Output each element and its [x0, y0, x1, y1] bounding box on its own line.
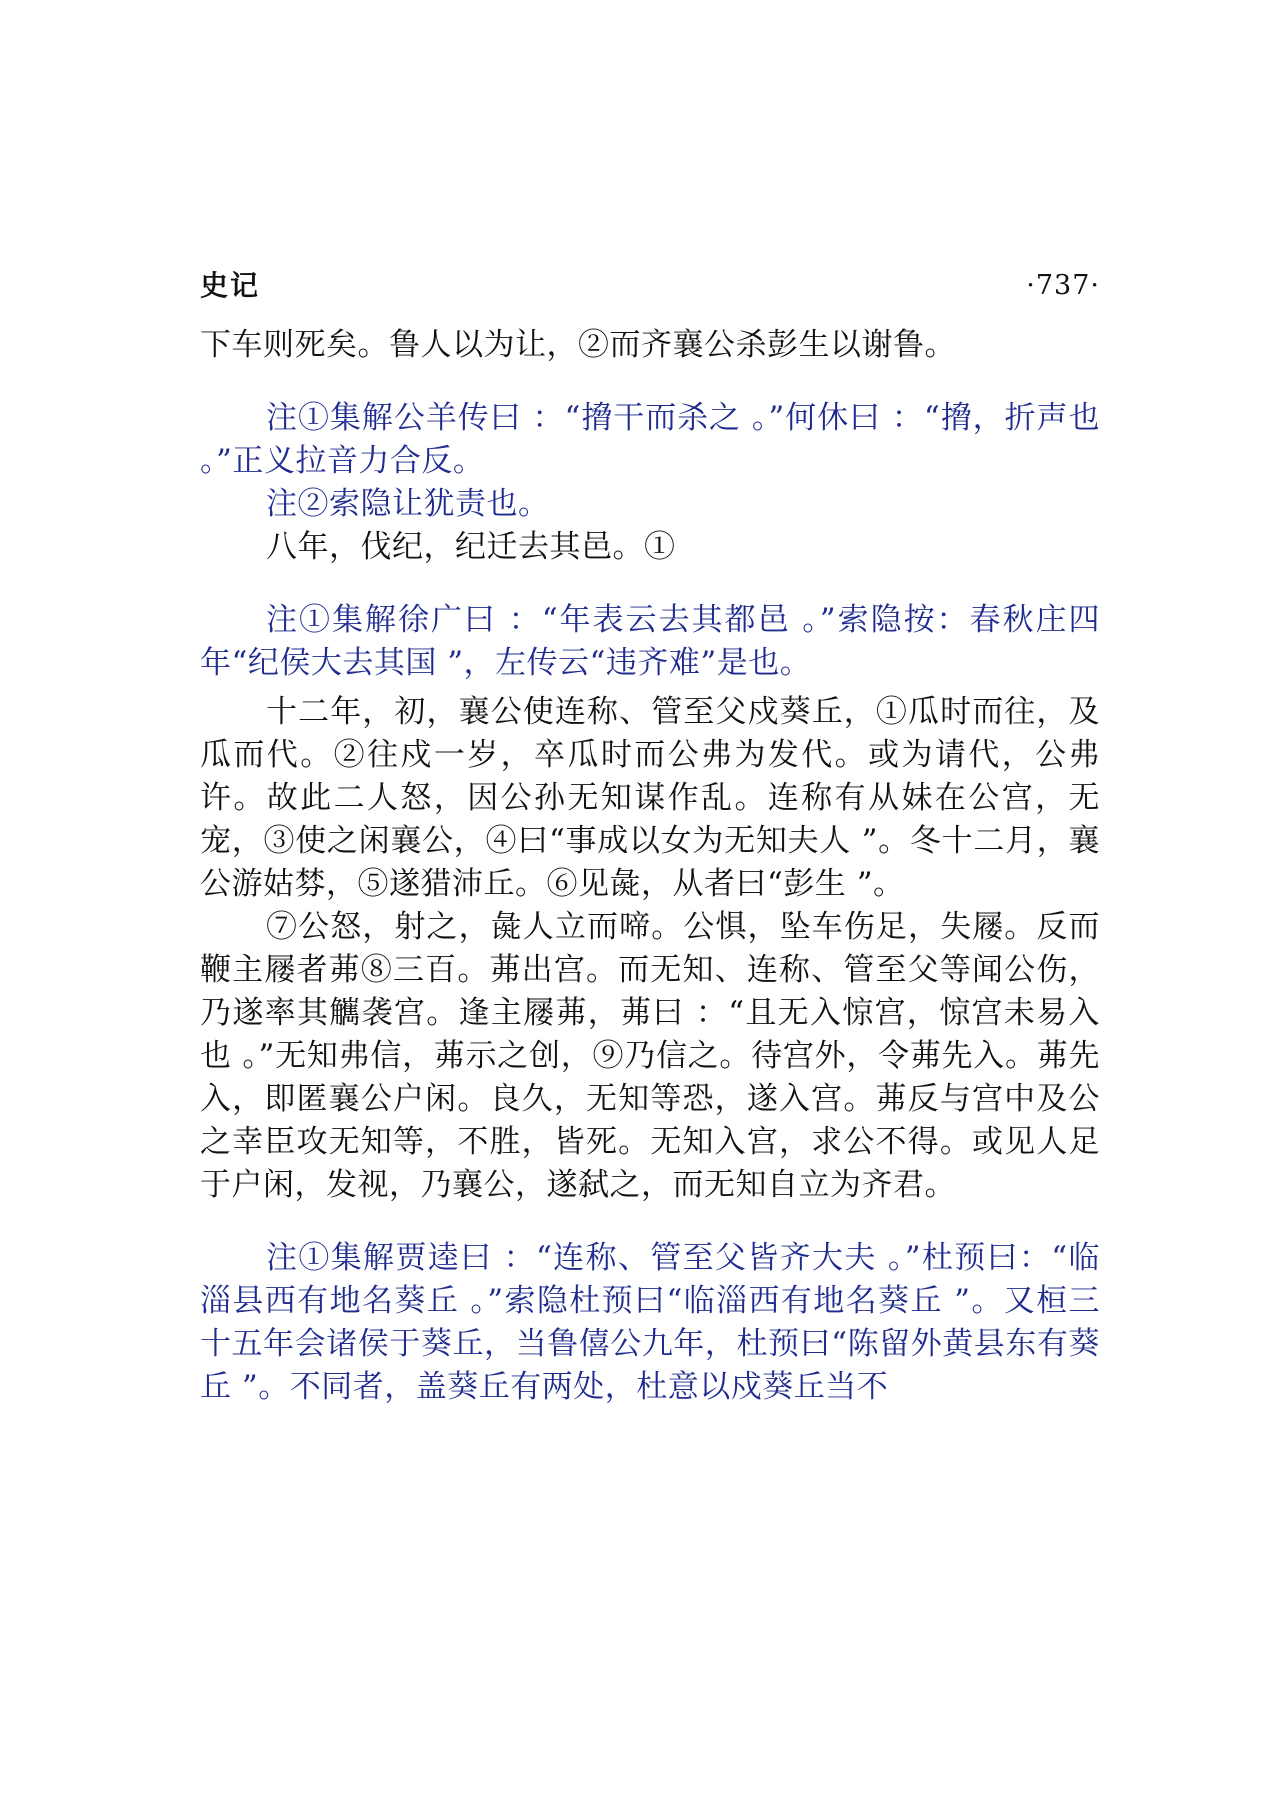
- main-text-paragraph: ⑦公怒，射之，彘人立而啼。公惧，坠车伤足，失屦。反而鞭主屦者茀⑧三百。茀出宫。而无知、连称、管至父等闻公伤，乃遂率其觽袭宫。逢主屦茀，茀曰 ：“且无入惊宫，惊宫未易入也 。”无知弗信，茀示之创，⑨乃信之。待宫外，令茀先入。茀先入，即匿襄公户闲。良久，无知等恐，遂入宫。茀反与宫中及公之幸臣攻无知等，不胜，皆死。无知入宫，求公不得。或见人足于户闲，发视，乃襄公，遂弑之，而无知自立为齐君。: [200, 909, 1100, 1203]
- main-text-paragraph: 下车则死矣。鲁人以为让，②而齐襄公杀彭生以谢鲁。: [200, 327, 956, 363]
- annotation-note: 注①集解徐广曰 ：“年表云去其都邑 。”索隐按：春秋庄四年“纪侯大去其国 ”，左传云“违齐难”是也。: [200, 602, 1100, 681]
- annotation-note: 注①集解贾逵曰 ：“连称、管至父皆齐大夫 。”杜预曰：“临淄县西有地名葵丘 。”索隐杜预曰“临淄西有地名葵丘 ”。又桓三十五年会诸侯于葵丘，当鲁僖公九年，杜预曰“陈留外黄县东有葵丘 ”。不同者，盖葵丘有两处，杜意以戍葵丘当不: [200, 1240, 1100, 1405]
- annotation-note: 注①集解公羊传曰 ：“搚干而杀之 。”何休曰 ：“搚，折声也 。”正义拉音力合反。: [200, 400, 1100, 479]
- page-number: ·737·: [1026, 270, 1100, 301]
- document-page: [200, 262, 1100, 1409]
- main-text-paragraph: 八年，伐纪，纪迁去其邑。①: [266, 529, 676, 565]
- annotation-note: 注②索隐让犹责也。: [266, 486, 550, 522]
- main-text-paragraph: 十二年，初，襄公使连称、管至父戍葵丘，①瓜时而往，及瓜而代。②往戍一岁，卒瓜时而公弗为发代。或为请代，公弗许。故此二人怒，因公孙无知谋作乱。连称有从妹在公宫，无宠，③使之闲襄公，④曰“事成以女为无知夫人 ”。冬十二月，襄公游姑棼，⑤遂猎沛丘。⑥见彘，从者曰“彭生 ”。: [200, 694, 1100, 902]
- body-text: [200, 324, 1100, 1409]
- running-header: [200, 262, 1100, 310]
- book-title: 史记: [200, 269, 261, 302]
